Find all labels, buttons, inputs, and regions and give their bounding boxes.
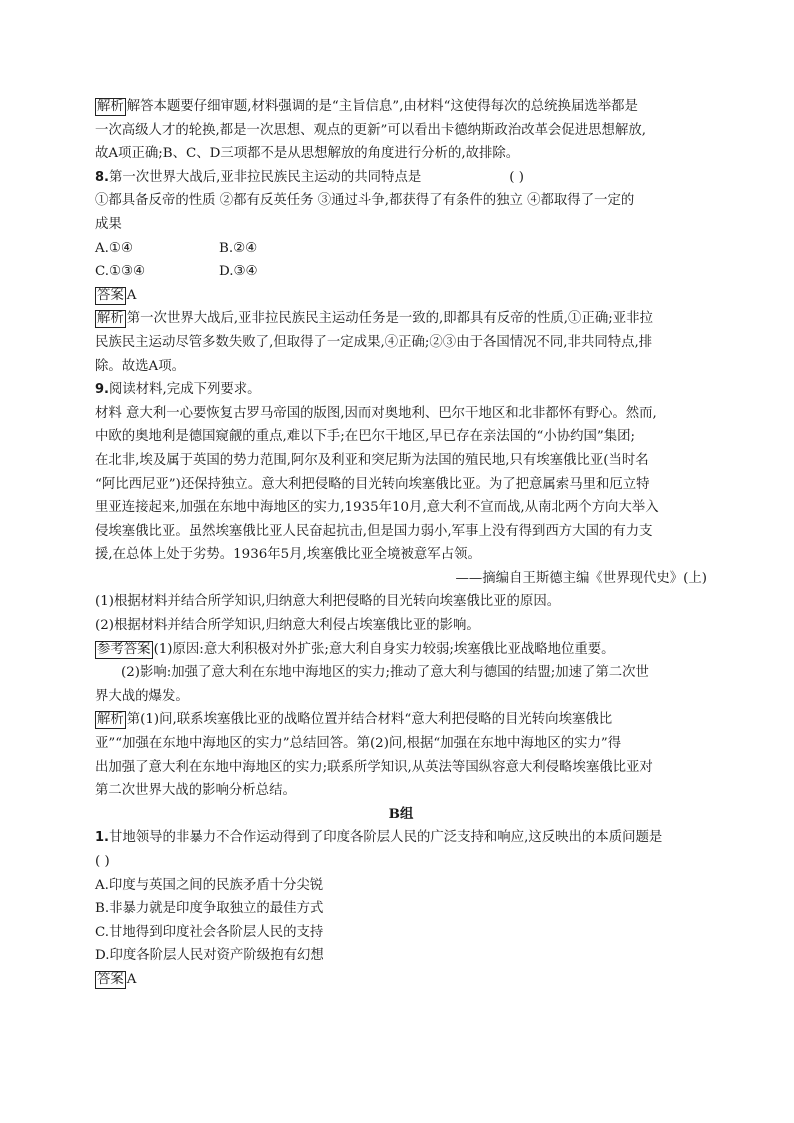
reference-answer-line: [95, 638, 707, 662]
analysis-line: [95, 307, 707, 331]
answer-value: A: [126, 971, 137, 987]
analysis-line: 一次高级人才的轮换,都是一次思想、观点的更新”可以看出卡德纳斯政治改革会促进思想解放,: [95, 122, 646, 138]
answer-blank: ( ): [95, 854, 110, 869]
answer-value: A: [126, 287, 137, 303]
answer-tag: 答案: [97, 971, 124, 987]
option-a: A.印度与英国之间的民族矛盾十分尖锐: [95, 877, 324, 893]
question-number: 1.: [95, 830, 109, 846]
question-stem: 第一次世界大战后,亚非拉民族民主运动的共同特点是: [108, 169, 422, 185]
analysis-line: [95, 708, 707, 732]
analysis-line: 出加强了意大利在东地中海地区的实力;联系所学知识,从英法等国纵容意大利侵略埃塞俄比亚对: [95, 759, 653, 775]
option-row: [95, 260, 707, 284]
question-number: 8.: [95, 169, 109, 185]
option-b: B.非暴力就是印度争取独立的最佳方式: [95, 901, 324, 917]
option-c: C.①③④: [95, 264, 146, 280]
question-9-stem: [95, 378, 707, 402]
question-8-items: ①都具备反帝的性质 ②都有反英任务 ③通过斗争,都获得了有条件的独立 ④都取得了一定的: [95, 193, 635, 209]
question-stem: 甘地领导的非暴力不合作运动得到了印度各阶层人民的广泛支持和响应,这反映出的本质问题是: [108, 830, 663, 846]
document-page: [95, 95, 707, 992]
analysis-line: 第二次世界大战的影响分析总结。: [95, 783, 296, 799]
material-line: 侵埃塞俄比亚。虽然埃塞俄比亚人民奋起抗击,但是国力弱小,军事上没有得到西方大国的有力支: [95, 523, 653, 539]
requirement-2: (2)根据材料并结合所学知识,归纳意大利侵占埃塞俄比亚的影响。: [95, 618, 480, 634]
reference-answer-text: (1)原因:意大利积极对外扩张;意大利自身实力较弱;埃塞俄比亚战略地位重要。: [153, 641, 615, 657]
answer-tag: 答案: [97, 287, 124, 303]
analysis-text: 解答本题要仔细审题,材料强调的是“主旨信息”,由材料“这使得每次的总统换届选举都是: [126, 99, 638, 114]
reference-answer-tag: 参考答案: [97, 641, 151, 657]
question-8-stem: [95, 166, 707, 190]
material-line: 里亚连接起来,加强在东地中海地区的实力,1935年10月,意大利不宣而战,从南北两个方向大举入: [95, 500, 659, 516]
question-stem: 阅读材料,完成下列要求。: [108, 382, 261, 398]
option-b: B.②④: [219, 240, 258, 256]
analysis-line: 除。故选A项。: [95, 358, 186, 374]
question-b1-stem: [95, 826, 707, 850]
reference-answer-line: 界大战的爆发。: [95, 688, 189, 704]
option-a: A.①④: [95, 240, 133, 256]
material-line: “阿比西尼亚”)还保持独立。意大利把侵略的目光转向埃塞俄比亚。为了把意属索马里和厄立特: [95, 476, 650, 492]
analysis-tag: 解析: [97, 311, 124, 327]
analysis-line: [95, 95, 707, 119]
analysis-tag: 解析: [97, 99, 124, 114]
analysis-text: 第(1)问,联系埃塞俄比亚的战略位置并结合材料“意大利把侵略的目光转向埃塞俄比: [126, 712, 613, 728]
material-line: 在北非,埃及属于英国的势力范围,阿尔及利亚和突尼斯为法国的殖民地,只有埃塞俄比亚(当时名: [95, 452, 649, 468]
analysis-line: 故A项正确;B、C、D三项都不是从思想解放的角度进行分析的,故排除。: [95, 146, 520, 162]
analysis-line: 亚”“加强在东地中海地区的实力”总结回答。第(2)问,根据“加强在东地中海地区的实力”得: [95, 736, 622, 752]
option-d: D.③④: [219, 264, 258, 280]
section-title: B组: [388, 805, 414, 822]
option-c: C.甘地得到印度社会各阶层人民的支持: [95, 924, 324, 940]
analysis-text: 第一次世界大战后,亚非拉民族民主运动任务是一致的,即都具有反帝的性质,①正确;亚非拉: [126, 311, 653, 327]
answer-line: [95, 284, 707, 308]
analysis-tag: 解析: [97, 712, 124, 728]
material-source: ——摘编自王斯德主编《世界现代史》(上): [455, 570, 707, 586]
answer-blank: ( ): [509, 169, 524, 185]
reference-answer-line: (2)影响:加强了意大利在东地中海地区的实力;推动了意大利与德国的结盟;加速了第二次世: [121, 665, 649, 681]
option-d: D.印度各阶层人民对资产阶级抱有幻想: [95, 948, 324, 964]
option-row: [95, 237, 707, 261]
material-line: 援,在总体上处于劣势。1936年5月,埃塞俄比亚全境被意军占领。: [95, 547, 481, 563]
answer-line: [95, 968, 707, 992]
question-8-items-cont: 成果: [95, 216, 122, 232]
material-line: 中欧的奥地利是德国窥觎的重点,难以下手;在巴尔干地区,早已存在亲法国的“小协约国”集团;: [95, 429, 636, 445]
requirement-1: (1)根据材料并结合所学知识,归纳意大利把侵略的目光转向埃塞俄比亚的原因。: [95, 594, 561, 610]
analysis-line: 民族民主运动尽管多数失败了,但取得了一定成果,④正确;②③由于各国情况不同,非共同特点,排: [95, 334, 653, 350]
question-number: 9.: [95, 382, 109, 398]
material-line: 材料 意大利一心要恢复古罗马帝国的版图,因而对奥地利、巴尔干地区和北非都怀有野心。然而,: [95, 405, 657, 421]
